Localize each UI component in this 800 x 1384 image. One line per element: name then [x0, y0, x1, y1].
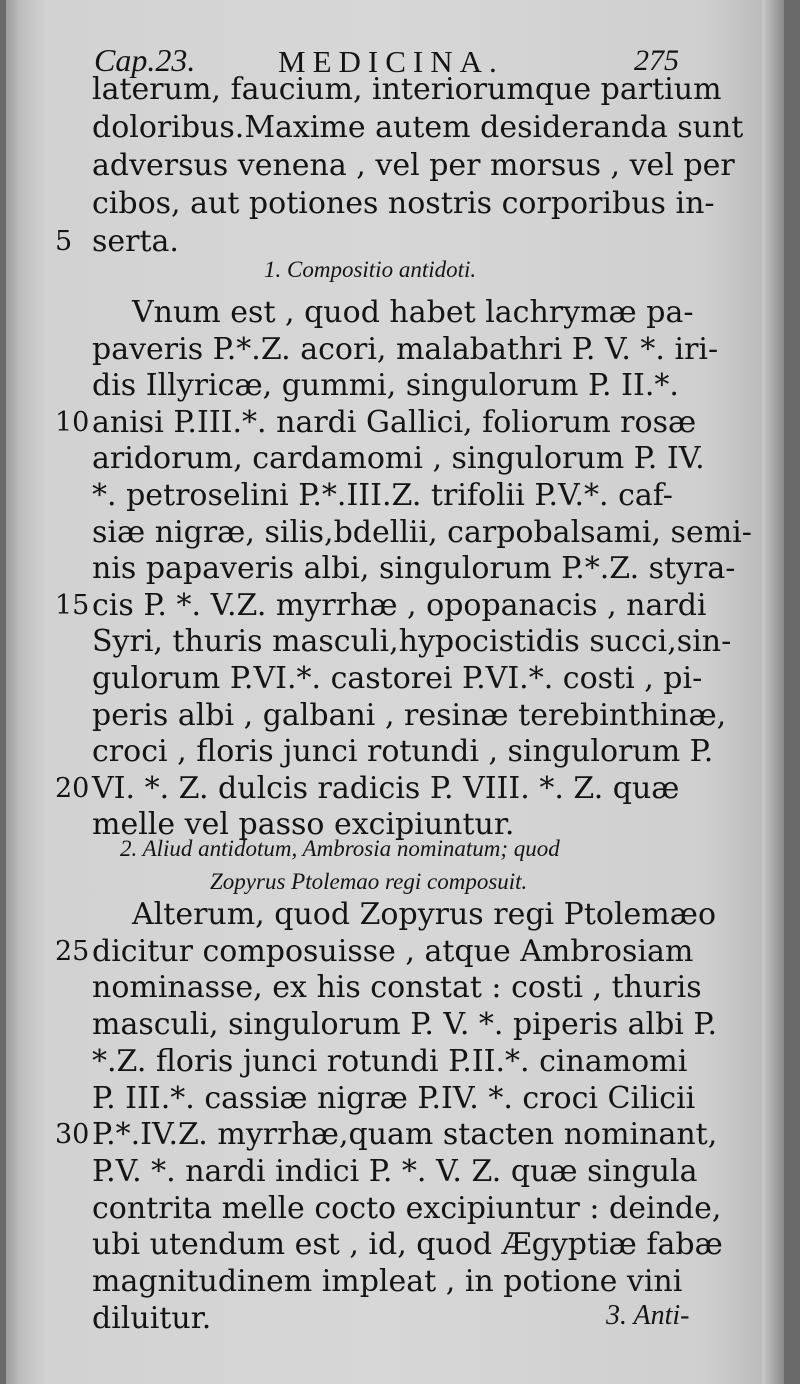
line-text: siæ nigræ, silis,bdellii, carpobalsami, semi- — [92, 514, 752, 550]
line-text: nominasse, ex his constat : costi , thuris — [92, 970, 702, 1006]
line-text: anisi P.III.*. nardi Gallici, foliorum rosæ — [92, 404, 697, 440]
section-heading-2-line-1: 2. Aliud antidotum, Ambrosia nominatum; quod — [120, 836, 560, 861]
line-text: diluitur. — [92, 1300, 212, 1336]
line-text: P. III.*. cassiæ nigræ P.IV. *. croci Cilicii — [92, 1080, 696, 1116]
line-text: doloribus.Maxime autem desideranda sunt — [92, 110, 744, 145]
running-title: MEDICINA. — [278, 44, 504, 79]
line-text: P.V. *. nardi indici P. *. V. Z. quæ singula — [92, 1153, 698, 1189]
line-text: nis papaveris albi, singulorum P.*.Z. styra- — [92, 551, 736, 587]
line-number: 30 — [55, 1119, 90, 1151]
line-text: dis Illyricæ, gummi, singulorum P. II.*. — [92, 368, 679, 404]
line-text: croci , floris junci rotundi , singulorum P. — [92, 734, 714, 770]
line-text: Syri, thuris masculi,hypocistidis succi,sin- — [92, 624, 732, 660]
chapter-label: Cap.23. — [94, 42, 196, 78]
line-text: masculi, singulorum P. V. *. piperis albi P. — [92, 1007, 718, 1043]
line-text: peris albi , galbani , resinæ terebinthinæ, — [92, 697, 727, 733]
line-text: cis P. *. V.Z. myrrhæ , opopanacis , nardi — [92, 587, 707, 623]
page-number: 275 — [634, 44, 679, 77]
line-text: *. petroselini P.*.III.Z. trifolii P.V.*. caf- — [92, 478, 673, 513]
line-text: gulorum P.VI.*. castorei P.VI.*. costi , pi- — [92, 661, 703, 696]
line-number: 5 — [55, 226, 73, 257]
line-text: magnitudinem impleat , in potione vini — [92, 1264, 683, 1299]
line-text: VI. *. Z. dulcis radicis P. VIII. *. Z. quæ — [92, 770, 680, 806]
line-text: ubi utendum est , id, quod Ægyptiæ fabæ — [92, 1227, 723, 1263]
line-number: 20 — [55, 772, 90, 804]
book-page — [6, 0, 784, 1384]
line-text: contrita melle cocto excipiuntur : deinde, — [92, 1190, 722, 1226]
line-text: dicitur composuisse , atque Ambrosiam — [92, 933, 694, 969]
page-gutter-shadow — [762, 0, 784, 1384]
line-text: *.Z. floris junci rotundi P.II.*. cinamomi — [92, 1043, 688, 1079]
line-text: cibos, aut potiones nostris corporibus in- — [92, 186, 715, 221]
line-number: 15 — [55, 589, 90, 621]
line-text: Alterum, quod Zopyrus regi Ptolemæo — [132, 897, 717, 932]
section-heading-2-line-2: Zopyrus Ptolemao regi composuit. — [210, 869, 528, 894]
line-text: P.*.IV.Z. myrrhæ,quam stacten nominant, — [92, 1117, 718, 1153]
line-text: laterum, faucium, interiorumque partium — [92, 72, 722, 107]
line-text: melle vel passo excipiuntur. — [92, 807, 515, 843]
line-text: Vnum est , quod habet lachrymæ pa- — [132, 295, 694, 330]
line-text: paveris P.*.Z. acori, malabathri P. V. *. iri- — [92, 331, 719, 367]
line-number: 10 — [55, 406, 90, 438]
line-text: serta. — [92, 224, 179, 259]
catchword: 3. Anti- — [606, 1300, 690, 1331]
section-heading-1: 1. Compositio antidoti. — [264, 257, 477, 282]
line-text: aridorum, cardamomi , singulorum P. IV. — [92, 441, 705, 477]
line-text: adversus venena , vel per morsus , vel per — [92, 148, 735, 183]
line-number: 25 — [55, 935, 90, 967]
